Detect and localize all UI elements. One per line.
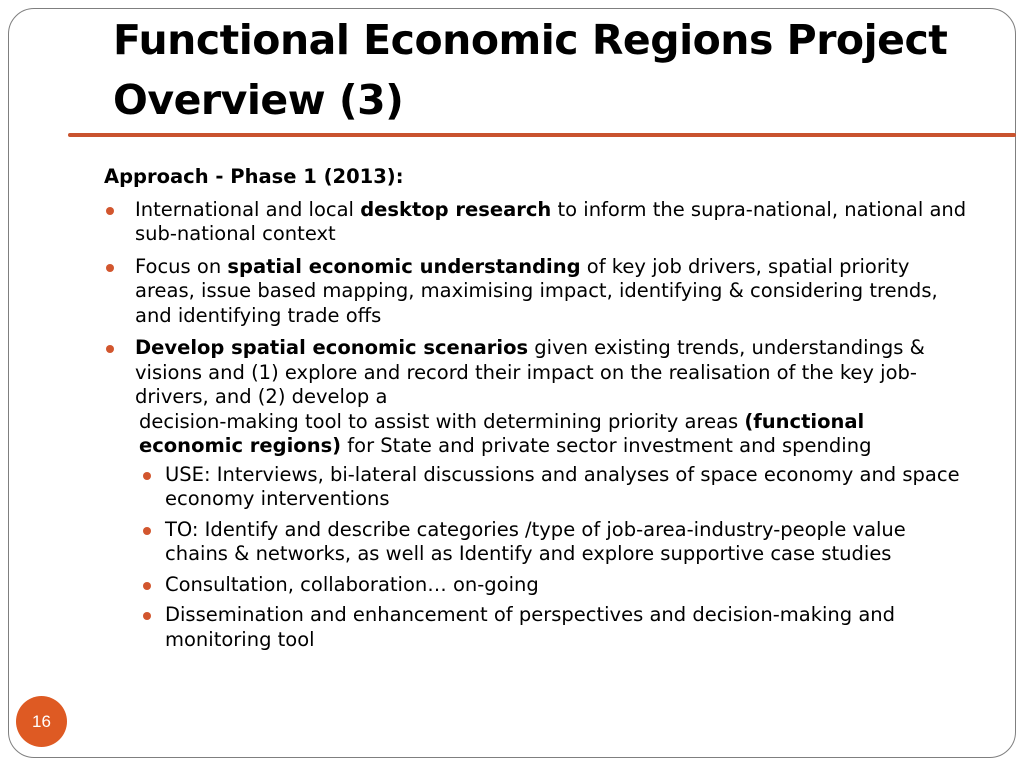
sub-list-item: Consultation, collaboration… on-going — [135, 573, 974, 598]
sub-list-item: TO: Identify and describe categories /type of job-area-industry-people value chains & networks, as well as Identify and explore supportive case studies — [135, 518, 974, 567]
bullet-icon — [143, 472, 151, 480]
bullet-icon — [143, 527, 151, 535]
list-item-continuation: decision-making tool to assist with determining priority areas (functional economic regions) for State and private sector investment and spending — [139, 409, 872, 457]
slide-title: Functional Economic Regions Project Overview (3) — [113, 16, 948, 124]
bullet-icon — [106, 345, 114, 353]
sub-list-item: USE: Interviews, bi-lateral discussions and analyses of space economy and space economy interventions — [135, 463, 974, 512]
list-item: Develop spatial economic scenarios given existing trends, understandings & visions and (1) explore and record their impact on the realisation of the key job-drivers, and (2) develop a decision-making tool to assist with determining priority areas (functional economic regions) for State and private sector investment and spending USE: Interviews, bi-lateral discussions and analyses of space economy and space economy interventions TO: Identify and describe categories /type of job-area-industry-people value chains & networks, as well as Identify and explore supportive case studies Consultation, collaboration… on-going Dissemination and enhancement of perspectives and decision-making and monitoring tool — [104, 336, 974, 652]
title-divider — [68, 133, 1016, 137]
bullet-icon — [143, 582, 151, 590]
slide-body — [104, 165, 974, 660]
sub-list-item: Dissemination and enhancement of perspectives and decision-making and monitoring tool — [135, 603, 974, 652]
page-number-badge: 16 — [16, 696, 67, 747]
list-item: Focus on spatial economic understanding of key job drivers, spatial priority areas, issue based mapping, maximising impact, identifying & considering trends, and identifying trade offs — [104, 255, 974, 329]
bullet-list — [104, 198, 974, 653]
bullet-icon — [106, 264, 114, 272]
list-item: International and local desktop research to inform the supra-national, national and sub-national context — [104, 198, 974, 247]
approach-heading: Approach - Phase 1 (2013): — [104, 165, 404, 188]
bullet-icon — [106, 207, 114, 215]
sub-bullet-list — [135, 463, 974, 653]
bullet-icon — [143, 612, 151, 620]
